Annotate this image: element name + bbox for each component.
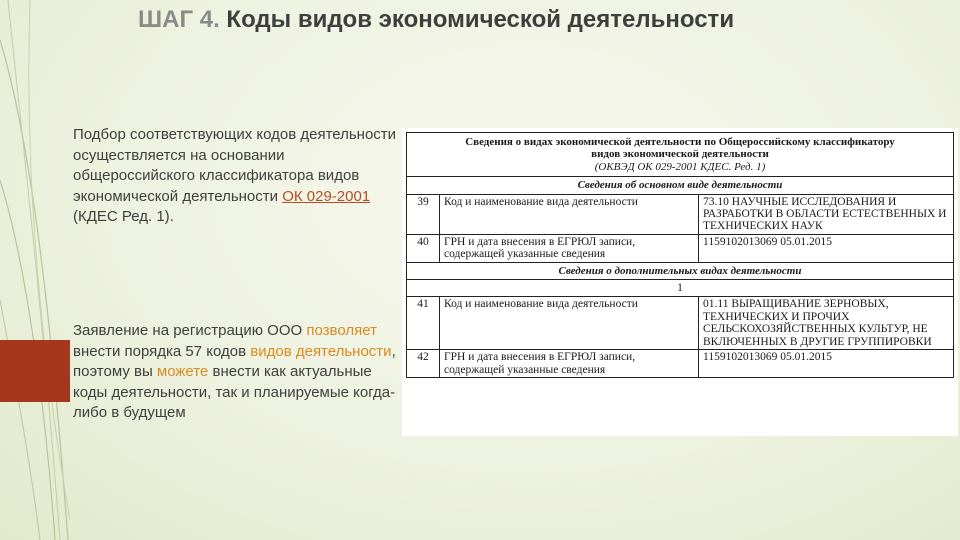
table-row [407,297,954,350]
decorative-lines [0,0,70,540]
section-main-row [407,177,954,194]
egrul-extract-image [402,128,958,436]
accent-block [0,340,70,402]
paragraph1-tail: (КДЕС Ред. 1). [73,208,174,226]
row-number: 42 [407,350,440,378]
paragraph-classifier [73,125,408,228]
table-row [407,350,954,378]
row-number: 41 [407,297,440,350]
row-value: 01.11 ВЫРАЩИВАНИЕ ЗЕРНОВЫХ, ТЕХНИЧЕСКИХ И ПРОЧИХ СЕЛЬСКОХОЗЯЙСТВЕННЫХ КУЛЬТУР, НЕ ВКЛЮЧЕННЫХ В ДРУГИЕ ГРУППИРОВКИ [699,297,954,350]
section-extra: Сведения о дополнительных видах деятельности [407,262,954,279]
paragraph-application [73,321,408,424]
paragraph2-highlight2: видов деятельности [250,342,392,360]
row-label: Код и наименование вида деятельности [440,194,699,234]
row-value: 1159102013069 05.01.2015 [699,234,954,262]
table-row [407,234,954,262]
row-label: ГРН и дата внесения в ЕГРЮЛ записи, содержащей указанные сведения [440,234,699,262]
table-row [407,194,954,234]
header-line1: Сведения о видах экономической деятельности по Общероссийскому классификатору [465,136,895,148]
row-number: 40 [407,234,440,262]
section-main: Сведения об основном виде деятельности [407,177,954,194]
section-extra-row [407,262,954,279]
header-line3: (ОКВЭД ОК 029-2001 КДЕС. Ред. 1) [594,160,766,173]
row-label: ГРН и дата внесения в ЕГРЮЛ записи, содержащей указанные сведения [440,350,699,378]
paragraph2-part3: , поэтому вы [73,342,396,381]
paragraph2-part4: внести как актуальные коды деятельности, так и планируемые когда-либо в будущем [73,363,396,422]
title-step: ШАГ 4. [138,6,220,33]
paragraph2-part1: Заявление на регистрацию ООО [73,322,307,339]
paragraph2-highlight3: можете [156,363,209,381]
extra-index-row [407,280,954,297]
extra-index: 1 [407,280,954,297]
row-value: 73.10 НАУЧНЫЕ ИССЛЕДОВАНИЯ И РАЗРАБОТКИ В ОБЛАСТИ ЕСТЕСТВЕННЫХ И ТЕХНИЧЕСКИХ НАУК [699,194,954,234]
paragraph2-part2: внести порядка 57 кодов [73,342,251,360]
paragraph1-text: Подбор соответствующих кодов деятельности осуществляется на основании общероссийского классификатора видов экономической деятельности [73,126,397,205]
table-header [407,133,954,177]
header-line2: видов экономической деятельности [591,148,769,161]
title-text: Коды видов экономической деятельности [226,6,735,33]
row-number: 39 [407,194,440,234]
row-value: 1159102013069 05.01.2015 [699,350,954,378]
paragraph2-highlight1: позволяет [306,322,377,339]
okved-link[interactable]: ОК 029-2001 [282,187,371,205]
slide-title [138,6,734,34]
egrul-table [406,132,954,378]
row-label: Код и наименование вида деятельности [440,297,699,350]
